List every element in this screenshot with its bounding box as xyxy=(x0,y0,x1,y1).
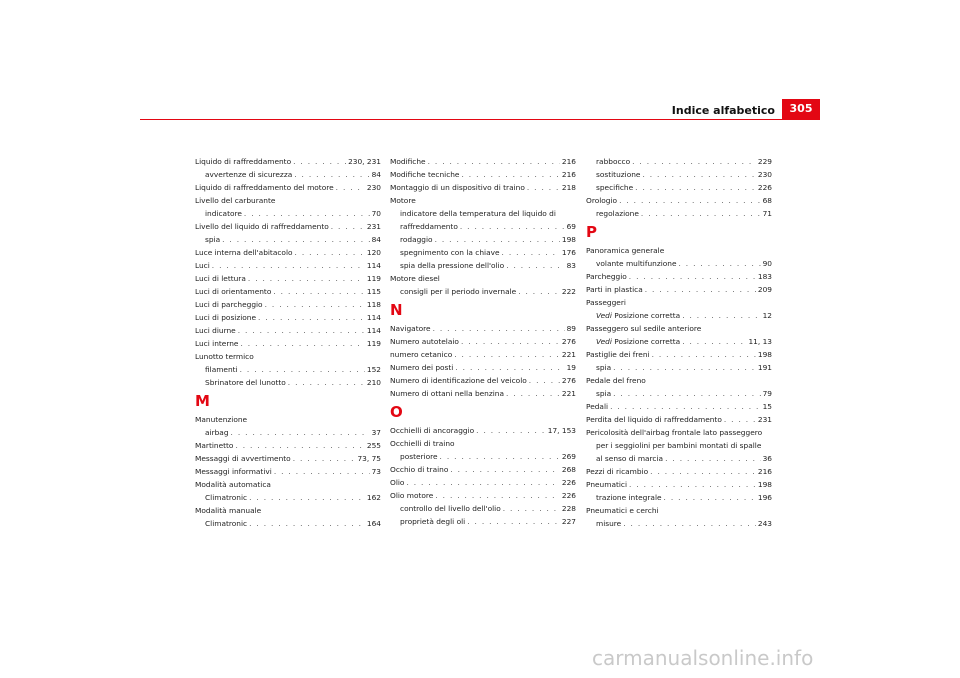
index-subentry xyxy=(586,168,772,181)
entry-text: Numero di identificazione del veicolo xyxy=(390,376,527,385)
page-reference: 231 xyxy=(757,415,772,424)
index-entry: per i seggiolini per bambini montati di spalle xyxy=(596,441,762,450)
page-reference: 115 xyxy=(366,287,381,296)
page-reference: 114 xyxy=(366,326,381,335)
index-subentry xyxy=(586,335,772,348)
page-reference: 229 xyxy=(757,157,772,166)
index-entry: Modalità manuale xyxy=(195,506,262,515)
page-reference: 191 xyxy=(757,363,772,372)
index-entry xyxy=(195,311,381,324)
entry-text: Sbrinatore del lunotto xyxy=(205,378,286,387)
index-entry: Pneumatici e cerchi xyxy=(586,506,659,515)
index-entry xyxy=(195,285,381,298)
dot-leader xyxy=(238,324,365,337)
entry-text: numero cetanico xyxy=(390,350,453,359)
entry-text: Luci di orientamento xyxy=(195,287,272,296)
dot-leader xyxy=(336,181,365,194)
page-reference: 73 xyxy=(371,467,381,476)
dot-leader xyxy=(450,463,560,476)
page-reference: 216 xyxy=(561,157,576,166)
entry-text: sostituzione xyxy=(596,170,641,179)
entry-text: Numero di ottani nella benzina xyxy=(390,389,505,398)
page-reference: 19 xyxy=(566,363,576,372)
index-subentry xyxy=(586,517,772,530)
index-column-3 xyxy=(586,155,772,530)
page-reference: 231 xyxy=(366,222,381,231)
section-letter: O xyxy=(390,403,403,421)
entry-text: Luci di lettura xyxy=(195,274,246,283)
dot-leader xyxy=(650,465,756,478)
index-entry xyxy=(390,387,576,400)
dot-leader xyxy=(222,233,369,246)
entry-text: Occhielli di ancoraggio xyxy=(390,426,475,435)
dot-leader xyxy=(527,181,560,194)
index-subentry xyxy=(390,285,576,298)
index-subentry xyxy=(586,257,772,270)
dot-leader xyxy=(265,298,365,311)
dot-leader xyxy=(454,348,560,361)
index-entry xyxy=(586,194,772,207)
page-reference: 226 xyxy=(561,478,576,487)
dot-leader xyxy=(665,452,761,465)
dot-leader xyxy=(632,155,756,168)
index-entry xyxy=(586,283,772,296)
entry-text: rabbocco xyxy=(596,157,631,166)
index-subentry xyxy=(390,233,576,246)
entry-text: Liquido di raffreddamento del motore xyxy=(195,183,334,192)
dot-leader xyxy=(682,335,746,348)
page-reference: 198 xyxy=(757,350,772,359)
entry-text: rodaggio xyxy=(400,235,433,244)
dot-leader xyxy=(440,450,560,463)
dot-leader xyxy=(502,246,560,259)
dot-leader xyxy=(682,309,760,322)
entry-text: Parcheggio xyxy=(586,272,627,281)
index-entry xyxy=(390,155,576,168)
page-reference: 210 xyxy=(366,378,381,387)
page-reference: 120 xyxy=(366,248,381,257)
entry-text: Luci interne xyxy=(195,339,239,348)
entry-text: spia della pressione dell'olio xyxy=(400,261,505,270)
index-entry xyxy=(195,259,381,272)
dot-leader xyxy=(435,233,560,246)
page-reference: 79 xyxy=(762,389,772,398)
entry-text: Numero autotelaio xyxy=(390,337,459,346)
index-entry xyxy=(195,337,381,350)
page-reference: 84 xyxy=(371,170,381,179)
dot-leader xyxy=(433,322,565,335)
dot-leader xyxy=(274,465,370,478)
entry-text: Perdita del liquido di raffreddamento xyxy=(586,415,722,424)
entry-text: raffreddamento xyxy=(400,222,458,231)
index-entry xyxy=(586,413,772,426)
dot-leader xyxy=(273,285,365,298)
index-entry: Modalità automatica xyxy=(195,480,271,489)
entry-text: Montaggio di un dispositivo di traino xyxy=(390,183,525,192)
page-reference: 230 xyxy=(366,183,381,192)
page-reference: 226 xyxy=(757,183,772,192)
index-entry xyxy=(390,348,576,361)
index-subentry xyxy=(586,181,772,194)
page-reference: 84 xyxy=(371,235,381,244)
dot-leader xyxy=(435,489,560,502)
page-reference: 70 xyxy=(371,209,381,218)
page-reference: 69 xyxy=(566,222,576,231)
index-entry xyxy=(390,322,576,335)
entry-text: Luci xyxy=(195,261,210,270)
dot-leader xyxy=(406,476,559,489)
dot-leader xyxy=(460,220,565,233)
page-reference: 90 xyxy=(762,259,772,268)
page-reference: 222 xyxy=(561,287,576,296)
index-subentry xyxy=(390,246,576,259)
dot-leader xyxy=(503,502,560,515)
index-subentry xyxy=(195,376,381,389)
index-subentry: indicatore della temperatura del liquido di xyxy=(400,209,556,218)
entry-text: Olio xyxy=(390,478,405,487)
dot-leader xyxy=(240,363,365,376)
page-reference: 196 xyxy=(757,493,772,502)
entry-text: spia xyxy=(205,235,221,244)
entry-text: specifiche xyxy=(596,183,634,192)
page-reference: 226 xyxy=(561,491,576,500)
dot-leader xyxy=(258,311,365,324)
entry-text: Livello del liquido di raffreddamento xyxy=(195,222,329,231)
index-entry xyxy=(195,181,381,194)
dot-leader xyxy=(610,400,761,413)
index-entry xyxy=(390,220,576,233)
page-reference: 152 xyxy=(366,365,381,374)
index-entry xyxy=(195,465,381,478)
entry-text: Posizione corretta xyxy=(614,311,681,320)
page-reference: 15 xyxy=(762,402,772,411)
page-reference: 276 xyxy=(561,376,576,385)
entry-text: Liquido di raffreddamento xyxy=(195,157,292,166)
index-subentry xyxy=(195,233,381,246)
index-subentry xyxy=(586,491,772,504)
entry-text: Climatronic xyxy=(205,519,248,528)
index-entry xyxy=(586,478,772,491)
index-subentry xyxy=(195,517,381,530)
dot-leader xyxy=(455,361,564,374)
page-reference: 198 xyxy=(757,480,772,489)
entry-text: Orologio xyxy=(586,196,618,205)
page-number-badge: 305 xyxy=(782,99,820,119)
index-entry xyxy=(195,155,381,168)
entry-text: al senso di marcia xyxy=(596,454,664,463)
index-entry: Pedale del freno xyxy=(586,376,646,385)
entry-text: spia xyxy=(596,363,612,372)
page-reference: 12 xyxy=(762,311,772,320)
dot-leader xyxy=(635,181,756,194)
dot-leader xyxy=(518,285,560,298)
page-reference: 68 xyxy=(762,196,772,205)
index-subentry xyxy=(390,515,576,528)
dot-leader xyxy=(461,335,560,348)
entry-text: Posizione corretta xyxy=(614,337,681,346)
page-reference: 230 xyxy=(757,170,772,179)
page-reference: 118 xyxy=(366,300,381,309)
page-reference: 255 xyxy=(366,441,381,450)
index-subentry xyxy=(586,155,772,168)
section-letter: P xyxy=(586,223,597,241)
index-entry xyxy=(195,272,381,285)
index-entry xyxy=(390,168,576,181)
dot-leader xyxy=(506,259,564,272)
page-reference: 71 xyxy=(762,209,772,218)
page-reference: 11, 13 xyxy=(748,337,772,346)
entry-text: trazione integrale xyxy=(596,493,662,502)
entry-text: filamenti xyxy=(205,365,238,374)
index-subentry xyxy=(390,450,576,463)
page-reference: 228 xyxy=(561,504,576,513)
index-entry xyxy=(390,361,576,374)
entry-text: Olio motore xyxy=(390,491,434,500)
index-entry xyxy=(586,270,772,283)
dot-leader xyxy=(240,337,364,350)
dot-leader xyxy=(642,168,755,181)
entry-text: Martinetto xyxy=(195,441,234,450)
index-entry: Motore xyxy=(390,196,416,205)
page-reference: 176 xyxy=(561,248,576,257)
page-reference: 162 xyxy=(366,493,381,502)
entry-text: spia xyxy=(596,389,612,398)
page-reference: 114 xyxy=(366,261,381,270)
index-subentry xyxy=(586,207,772,220)
page-header-title: Indice alfabetico xyxy=(671,104,775,117)
index-entry xyxy=(390,181,576,194)
dot-leader xyxy=(212,259,365,272)
dot-leader xyxy=(467,515,560,528)
header-divider xyxy=(140,119,820,120)
entry-text: Parti in plastica xyxy=(586,285,643,294)
index-column-1 xyxy=(195,155,381,530)
index-entry: Pericolosità dell'airbag frontale lato passeggero xyxy=(586,428,763,437)
dot-leader xyxy=(629,270,756,283)
index-entry xyxy=(586,465,772,478)
dot-leader xyxy=(231,426,370,439)
dot-leader xyxy=(295,246,365,259)
entry-text: Luce interna dell'abitacolo xyxy=(195,248,293,257)
dot-leader xyxy=(294,168,369,181)
dot-leader xyxy=(248,272,365,285)
entry-text: spegnimento con la chiave xyxy=(400,248,500,257)
entry-text: Climatronic xyxy=(205,493,248,502)
entry-text: Modifiche tecniche xyxy=(390,170,460,179)
dot-leader xyxy=(235,439,364,452)
dot-leader xyxy=(645,283,756,296)
dot-leader xyxy=(679,257,761,270)
page-reference: 119 xyxy=(366,274,381,283)
index-entry: Lunotto termico xyxy=(195,352,254,361)
dot-leader xyxy=(724,413,756,426)
section-letter: M xyxy=(195,392,210,410)
index-entry: Panoramica generale xyxy=(586,246,665,255)
entry-text: Pezzi di ricambio xyxy=(586,467,649,476)
section-letter: N xyxy=(390,301,403,319)
entry-text: Messaggi informativi xyxy=(195,467,272,476)
page-reference: 198 xyxy=(561,235,576,244)
page-reference: 216 xyxy=(757,467,772,476)
index-subentry xyxy=(586,361,772,374)
entry-text: posteriore xyxy=(400,452,438,461)
dot-leader xyxy=(293,452,356,465)
dot-leader xyxy=(428,155,560,168)
dot-leader xyxy=(506,387,560,400)
page-reference: 89 xyxy=(566,324,576,333)
page-reference: 243 xyxy=(757,519,772,528)
index-entry xyxy=(195,246,381,259)
entry-text: Pedali xyxy=(586,402,609,411)
index-subentry xyxy=(586,309,772,322)
page-reference: 227 xyxy=(561,517,576,526)
entry-text: consigli per il periodo invernale xyxy=(400,287,517,296)
index-entry: Manutenzione xyxy=(195,415,248,424)
page-reference: 36 xyxy=(762,454,772,463)
page-reference: 183 xyxy=(757,272,772,281)
entry-text: Modifiche xyxy=(390,157,426,166)
entry-text: proprietà degli oli xyxy=(400,517,466,526)
page-reference: 216 xyxy=(561,170,576,179)
entry-text: controllo del livello dell'olio xyxy=(400,504,501,513)
entry-text: airbag xyxy=(205,428,229,437)
entry-text: Luci diurne xyxy=(195,326,236,335)
index-subentry xyxy=(195,363,381,376)
index-subentry xyxy=(586,387,772,400)
entry-text: Pastiglie dei freni xyxy=(586,350,650,359)
entry-text: Pneumatici xyxy=(586,480,628,489)
dot-leader xyxy=(664,491,756,504)
page-reference: 119 xyxy=(366,339,381,348)
page-reference: 221 xyxy=(561,350,576,359)
index-entry: Occhielli di traino xyxy=(390,439,455,448)
index-entry: Passeggeri xyxy=(586,298,626,307)
page-reference: 221 xyxy=(561,389,576,398)
dot-leader xyxy=(293,155,346,168)
dot-leader xyxy=(461,168,559,181)
index-entry xyxy=(195,220,381,233)
dot-leader xyxy=(288,376,365,389)
dot-leader xyxy=(244,207,370,220)
page-reference: 17, 153 xyxy=(547,426,576,435)
index-entry xyxy=(586,452,772,465)
entry-text: misure xyxy=(596,519,622,528)
index-entry xyxy=(390,489,576,502)
page-reference: 73, 75 xyxy=(357,454,381,463)
dot-leader xyxy=(613,387,760,400)
page-reference: 114 xyxy=(366,313,381,322)
index-entry xyxy=(390,476,576,489)
entry-text: Luci di posizione xyxy=(195,313,257,322)
entry-text: indicatore xyxy=(205,209,242,218)
page-reference: 218 xyxy=(561,183,576,192)
page-reference: 37 xyxy=(371,428,381,437)
dot-leader xyxy=(652,348,756,361)
see-reference: Vedi xyxy=(596,311,612,320)
index-entry: Livello del carburante xyxy=(195,196,276,205)
entry-text: regolazione xyxy=(596,209,639,218)
index-subentry xyxy=(195,491,381,504)
entry-text: volante multifunzione xyxy=(596,259,677,268)
dot-leader xyxy=(476,424,546,437)
index-subentry xyxy=(390,259,576,272)
index-entry xyxy=(195,324,381,337)
page-reference: 268 xyxy=(561,465,576,474)
page-reference: 83 xyxy=(566,261,576,270)
dot-leader xyxy=(331,220,365,233)
entry-text: Occhio di traino xyxy=(390,465,449,474)
index-entry xyxy=(586,400,772,413)
index-subentry xyxy=(195,426,381,439)
page-reference: 164 xyxy=(366,519,381,528)
index-subentry xyxy=(195,207,381,220)
dot-leader xyxy=(249,517,365,530)
index-subentry xyxy=(390,502,576,515)
dot-leader xyxy=(249,491,365,504)
entry-text: avvertenze di sicurezza xyxy=(205,170,293,179)
page-reference: 276 xyxy=(561,337,576,346)
dot-leader xyxy=(641,207,761,220)
index-entry xyxy=(195,452,381,465)
entry-text: Numero dei posti xyxy=(390,363,454,372)
index-entry xyxy=(195,298,381,311)
index-entry xyxy=(390,424,576,437)
dot-leader xyxy=(629,478,756,491)
index-entry xyxy=(195,439,381,452)
entry-text: Messaggi di avvertimento xyxy=(195,454,291,463)
dot-leader xyxy=(613,361,756,374)
index-entry: Motore diesel xyxy=(390,274,440,283)
entry-text: Luci di parcheggio xyxy=(195,300,263,309)
index-entry xyxy=(390,374,576,387)
page-reference: 230, 231 xyxy=(348,157,381,166)
index-entry xyxy=(390,463,576,476)
index-entry xyxy=(586,348,772,361)
see-reference: Vedi xyxy=(596,337,612,346)
dot-leader xyxy=(623,517,756,530)
entry-text: Navigatore xyxy=(390,324,431,333)
page-reference: 209 xyxy=(757,285,772,294)
index-subentry xyxy=(195,168,381,181)
watermark-text: carmanualsonline.info xyxy=(592,646,814,670)
dot-leader xyxy=(529,374,560,387)
index-column-2 xyxy=(390,155,576,528)
index-entry: Passeggero sul sedile anteriore xyxy=(586,324,702,333)
dot-leader xyxy=(619,194,761,207)
page-reference: 269 xyxy=(561,452,576,461)
index-entry xyxy=(390,335,576,348)
